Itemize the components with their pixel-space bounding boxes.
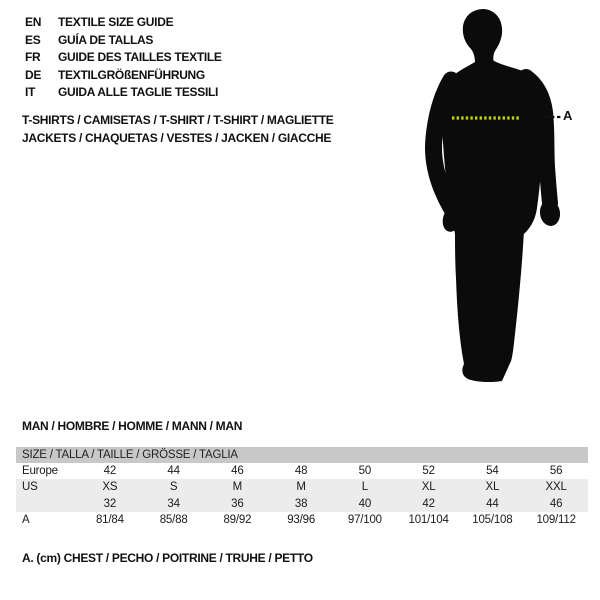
- language-name: GUIDA ALLE TAGLIE TESSILI: [58, 85, 219, 100]
- size-table: [16, 447, 588, 528]
- category-line: T-SHIRTS / CAMISETAS / T-SHIRT / T-SHIRT / MAGLIETTE: [22, 113, 334, 127]
- language-item: [25, 67, 222, 85]
- language-guide-list: [25, 14, 222, 102]
- table-cell: 32: [103, 497, 117, 510]
- measurement-label-a: A: [563, 108, 573, 123]
- table-cell: 97/100: [347, 513, 382, 526]
- table-cell: 34: [167, 497, 180, 510]
- table-cell: 85/88: [159, 513, 188, 526]
- silhouette-legs: [455, 230, 524, 382]
- language-name: GUÍA DE TALLAS: [58, 32, 154, 47]
- language-item: [25, 32, 222, 50]
- category-line: JACKETS / CHAQUETAS / VESTES / JACKEN / GIACCHE: [22, 131, 332, 145]
- language-code: FR: [25, 50, 41, 65]
- measurement-footnote: A. (cm) CHEST / PECHO / POITRINE / TRUHE / PETTO: [22, 551, 313, 565]
- table-cell: 44: [167, 465, 180, 477]
- language-item: [25, 14, 222, 32]
- table-cell: 38: [294, 497, 308, 510]
- row-label: [16, 496, 78, 512]
- table-cell: M: [296, 481, 306, 494]
- table-cell: 50: [358, 465, 372, 477]
- language-item: [25, 84, 222, 102]
- row-label: Europe: [22, 465, 58, 477]
- table-cell: XXL: [545, 481, 567, 494]
- language-code: EN: [25, 15, 42, 29]
- table-cell: S: [169, 481, 178, 494]
- language-code: DE: [25, 67, 42, 82]
- table-cell: 46: [549, 497, 563, 510]
- table-cell: 93/96: [287, 513, 316, 526]
- table-row: [16, 479, 588, 495]
- table-cell: 40: [358, 497, 372, 510]
- language-name: TEXTILGRÖßENFÜHRUNG: [58, 67, 205, 82]
- row-label: A: [22, 513, 30, 526]
- table-cell: M: [232, 481, 243, 494]
- table-row: [16, 463, 588, 479]
- table-cell: XL: [421, 481, 436, 494]
- table-cell: 54: [486, 465, 499, 477]
- category-list: [22, 111, 334, 147]
- size-table-header: SIZE / TALLA / TAILLE / GRÖSSE / TAGLIA: [16, 447, 588, 463]
- table-cell: XL: [485, 481, 500, 494]
- language-code: ES: [25, 32, 41, 47]
- row-label: US: [22, 481, 38, 494]
- section-title: MAN / HOMBRE / HOMME / MANN / MAN: [22, 419, 243, 433]
- table-cell: XS: [102, 481, 118, 494]
- table-cell: 52: [422, 465, 435, 477]
- table-cell: 101/104: [408, 513, 449, 526]
- language-code: IT: [25, 85, 36, 100]
- table-cell: 105/108: [472, 513, 513, 526]
- table-cell: 89/92: [223, 513, 252, 526]
- table-cell: 81/84: [95, 513, 124, 526]
- language-item: [25, 49, 222, 67]
- language-name: TEXTILE SIZE GUIDE: [58, 15, 174, 29]
- table-cell: 44: [486, 497, 499, 510]
- table-cell: 36: [231, 497, 244, 510]
- table-cell: 42: [103, 465, 117, 477]
- table-cell: 56: [549, 465, 563, 477]
- silhouette-right-hand: [538, 199, 561, 228]
- table-cell: 109/112: [536, 513, 576, 526]
- silhouette-head: [463, 9, 502, 63]
- table-row: [16, 496, 588, 512]
- table-cell: L: [361, 481, 368, 494]
- language-name: GUIDE DES TAILLES TEXTILE: [58, 50, 222, 65]
- table-cell: 48: [294, 465, 308, 477]
- table-cell: 46: [231, 465, 244, 477]
- table-cell: 42: [422, 497, 435, 510]
- table-row: [16, 512, 588, 528]
- size-table-body: [16, 463, 588, 528]
